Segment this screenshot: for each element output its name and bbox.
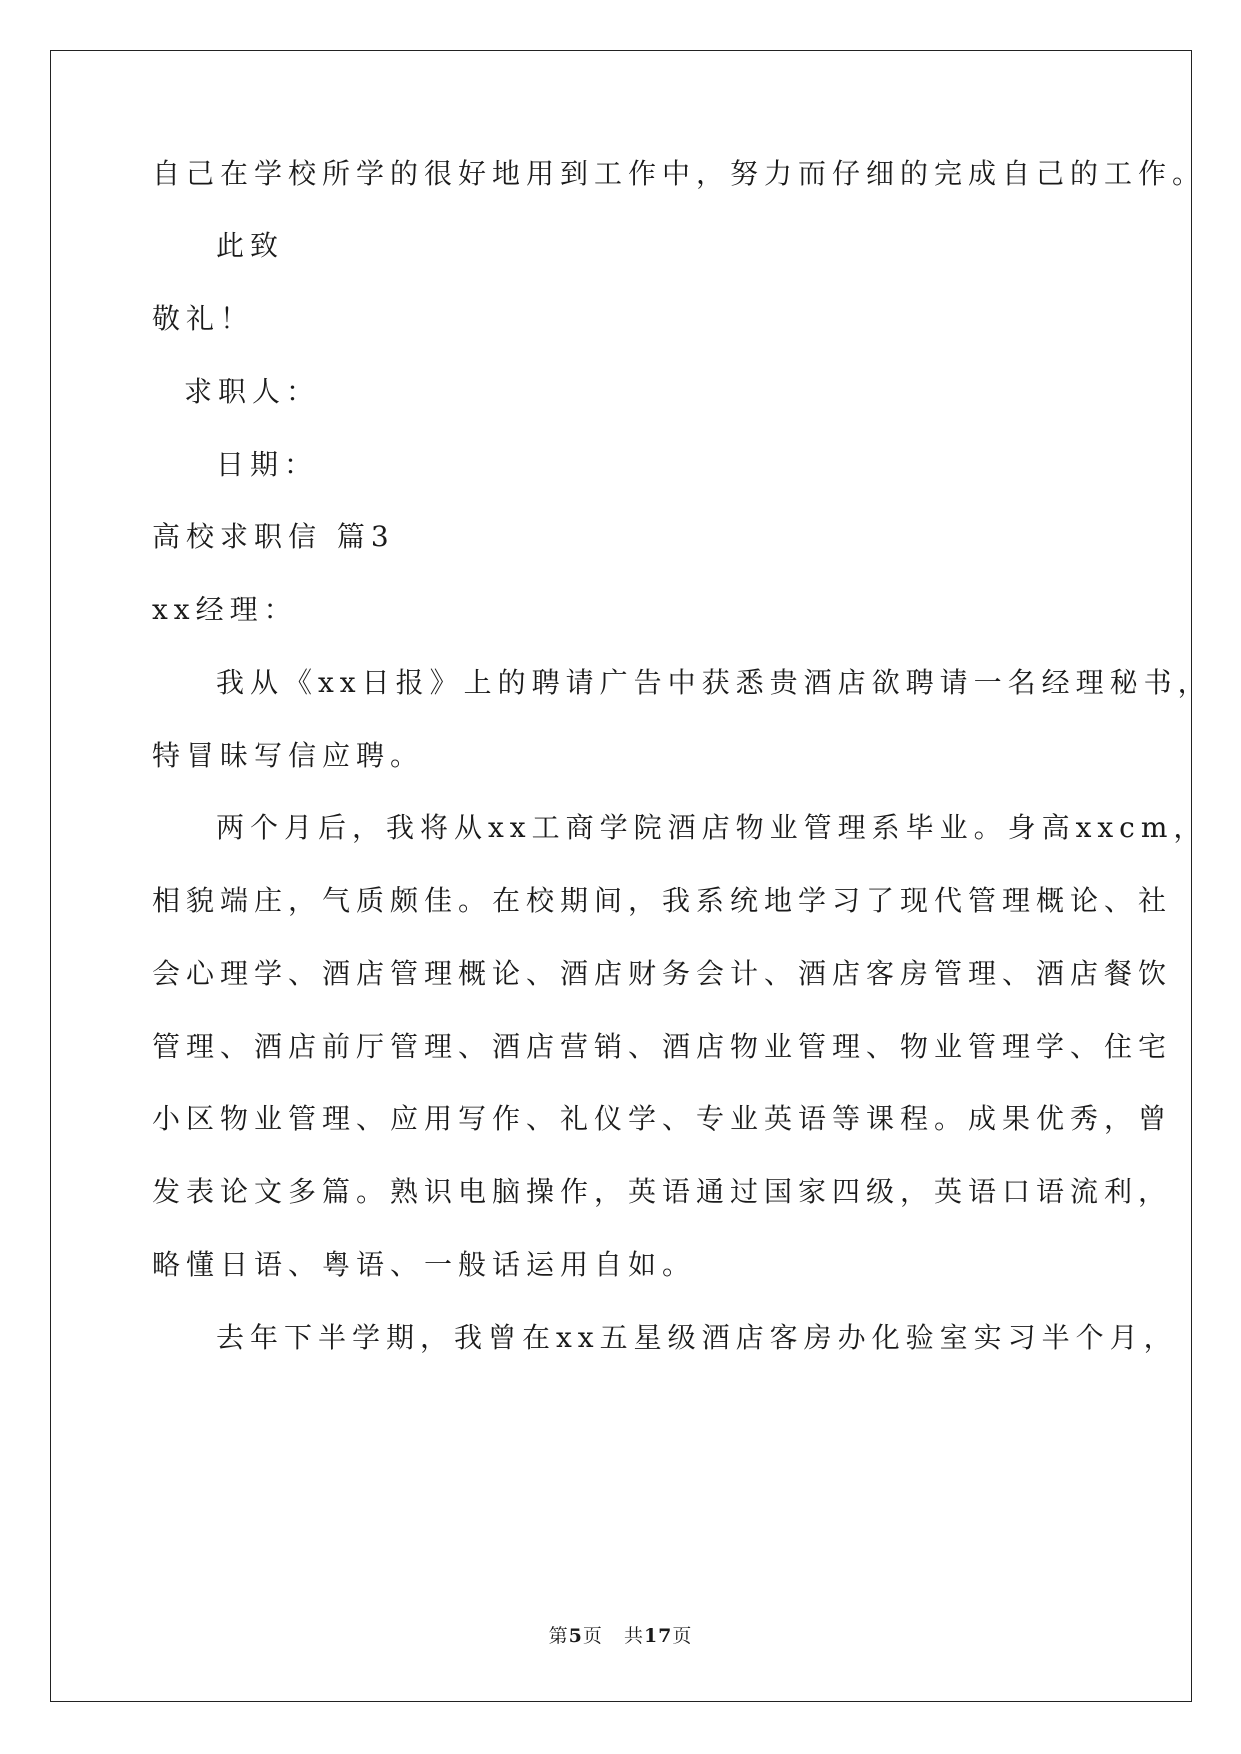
body-line: 相貌端庄，气质颇佳。在校期间，我系统地学习了现代管理概论、社 <box>152 884 1173 917</box>
body-line: 管理、酒店前厅管理、酒店营销、酒店物业管理、物业管理学、住宅 <box>152 1030 1173 1063</box>
page-current: 5 <box>568 1625 583 1647</box>
signature-label: 求职人： <box>184 375 321 408</box>
body-line: 我从《xx日报》上的聘请广告中获悉贵酒店欲聘请一名经理秘书， <box>216 666 1212 699</box>
page-footer <box>0 1627 1241 1646</box>
letter-greeting: xx经理： <box>152 593 298 626</box>
page-total: 17 <box>643 1625 673 1647</box>
closing-salutation: 此致 <box>216 229 285 262</box>
body-line: 特冒昧写信应聘。 <box>152 739 425 772</box>
date-label: 日期： <box>216 448 319 481</box>
body-line: 自己在学校所学的很好地用到工作中，努力而仔细的完成自己的工作。 <box>152 157 1207 190</box>
body-line: 两个月后，我将从xx工商学院酒店物业管理系毕业。身高xxcm， <box>216 811 1208 844</box>
body-line: 去年下半学期，我曾在xx五星级酒店客房办化验室实习半个月， <box>216 1321 1178 1354</box>
body-line: 小区物业管理、应用写作、礼仪学、专业英语等课程。成果优秀，曾 <box>152 1102 1173 1135</box>
body-line: 会心理学、酒店管理概论、酒店财务会计、酒店客房管理、酒店餐饮 <box>152 957 1173 990</box>
body-line: 略懂日语、粤语、一般话运用自如。 <box>152 1248 697 1281</box>
section-heading: 高校求职信 篇3 <box>152 520 395 553</box>
page-mid: 页 共 <box>582 1625 644 1647</box>
page-prefix: 第 <box>548 1625 569 1647</box>
closing-regards: 敬礼！ <box>152 302 255 335</box>
body-line: 发表论文多篇。熟识电脑操作，英语通过国家四级，英语口语流利， <box>152 1175 1173 1208</box>
page-border <box>50 50 1192 1702</box>
page-suffix: 页 <box>672 1625 693 1647</box>
